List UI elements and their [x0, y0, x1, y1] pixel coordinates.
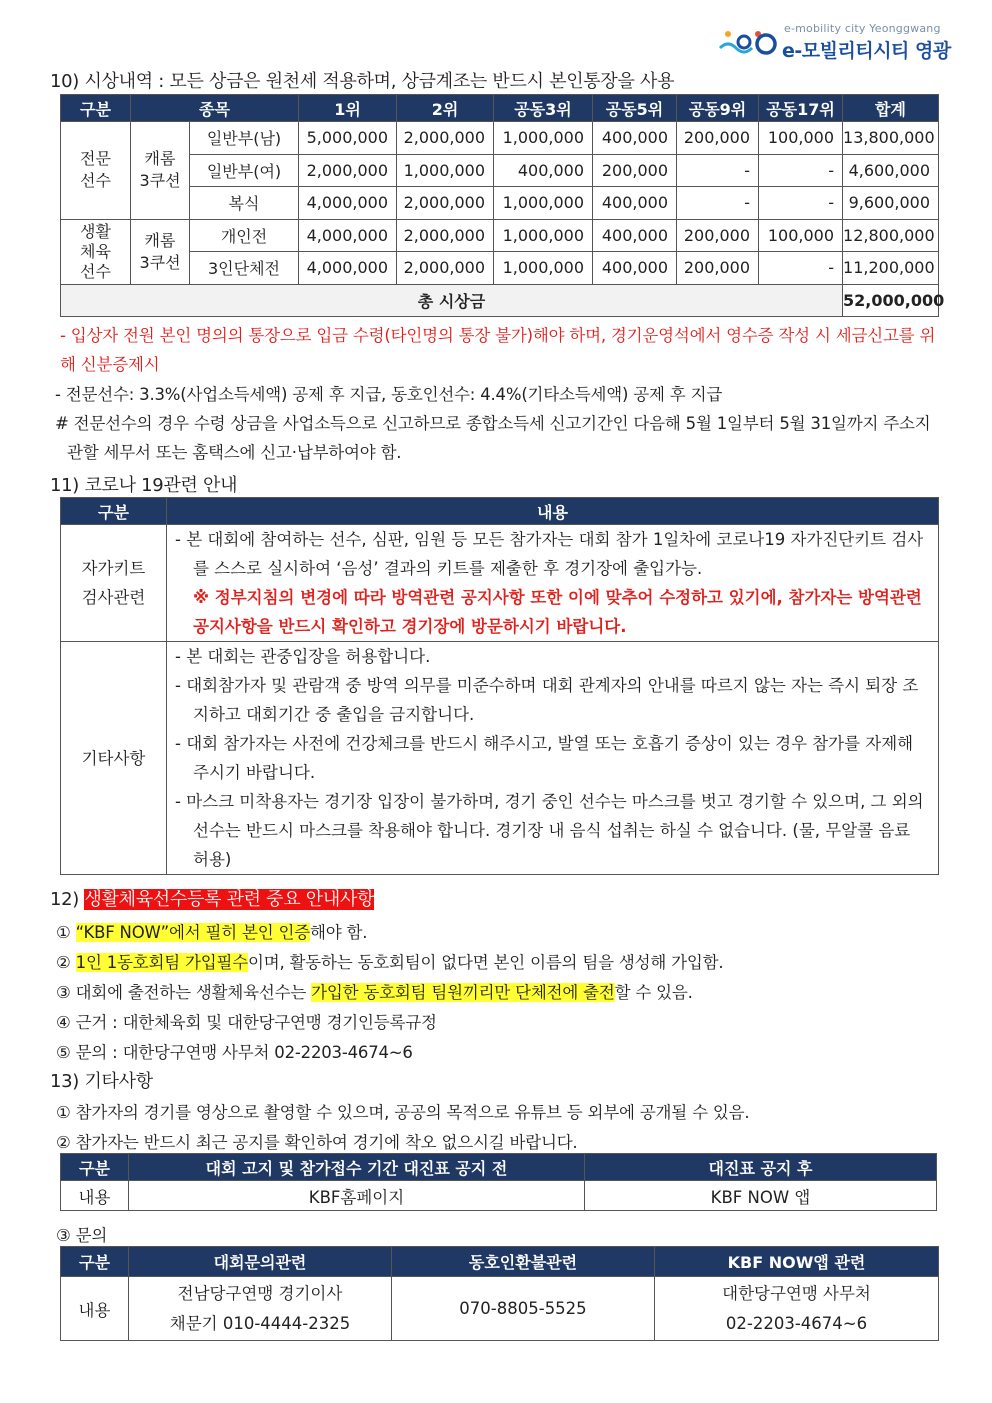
- notice-header-before: 대회 고지 및 참가접수 기간 대진표 공지 전: [129, 1154, 585, 1181]
- prize-cell: 2,000,000: [397, 122, 494, 155]
- s12-item-3-pre: 대회에 출전하는 생활체육선수는: [75, 983, 312, 1002]
- prize-cell: 2,000,000: [397, 219, 494, 252]
- prize-cell: -: [759, 187, 843, 220]
- prize-header-category: 구분: [61, 95, 131, 122]
- notice-header-after: 대진표 공지 후: [585, 1154, 937, 1181]
- prize-cell: 200,000: [677, 219, 759, 252]
- covid-header-category: 구분: [61, 498, 167, 525]
- item-number: ①: [56, 923, 71, 942]
- s13-item-2: ② 참가자는 반드시 최근 공지를 확인하여 경기에 착오 없으시길 바랍니다.: [56, 1133, 578, 1152]
- prize-cell: 4,000,000: [299, 252, 397, 285]
- prize-cell: 1,000,000: [494, 122, 593, 155]
- notice-after-value: KBF NOW 앱: [585, 1181, 937, 1211]
- total-row: [61, 284, 939, 317]
- s12-item-2-highlight: 1인 1동호회팀 가입필수: [75, 953, 248, 972]
- prize-cell: 200,000: [677, 122, 759, 155]
- prize-cell: 2,000,000: [299, 154, 397, 187]
- contact-app-phone: 02-2203-4674~6: [725, 1313, 868, 1333]
- s12-item-1-rest: 해야 함.: [310, 923, 368, 942]
- list-item: - 대회참가자 및 관람객 중 방역 의무를 미준수하며 대회 관계자의 안내를 따르지 않는 자는 즉시 퇴장 조지하고 대회기간 중 출입을 금지합니다.: [175, 676, 919, 724]
- prize-header-2nd: 2위: [397, 95, 494, 122]
- covid-etc-content: [167, 642, 939, 875]
- city-logo: [718, 22, 951, 62]
- prize-header-row: [61, 95, 939, 122]
- prize-cell: 200,000: [677, 252, 759, 285]
- table-row: [61, 1277, 939, 1341]
- logo-title: e-모빌리티시티 영광: [782, 40, 951, 62]
- prize-total-cell: 12,800,000: [843, 219, 939, 252]
- prize-cell: -: [677, 154, 759, 187]
- item-number: ②: [56, 953, 71, 972]
- prize-cell: 100,000: [759, 122, 843, 155]
- covid-etc-label: 기타사항: [61, 642, 167, 875]
- prize-header-total: 합계: [843, 95, 939, 122]
- contact-app-org: 대한당구연맹 사무처: [722, 1283, 871, 1303]
- prize-table: [60, 94, 945, 317]
- s12-item-5: ⑤ 문의 : 대한당구연맹 사무처 02-2203-4674~6: [56, 1043, 413, 1062]
- table-row: [61, 252, 939, 285]
- contact-header-category: 구분: [61, 1247, 129, 1277]
- prize-total-cell: 4,600,000: [843, 154, 939, 187]
- s12-item-2: [56, 949, 723, 973]
- prize-cell: 400,000: [593, 219, 677, 252]
- event-name: 복식: [190, 187, 299, 220]
- prize-cell: 200,000: [593, 154, 677, 187]
- prize-cell: 1,000,000: [494, 219, 593, 252]
- s13-item-1: ① 참가자의 경기를 영상으로 촬영할 수 있으며, 공공의 목적으로 유튜브 등 외부에 공개될 수 있음.: [56, 1103, 750, 1122]
- event-name: 개인전: [190, 219, 299, 252]
- table-row: [61, 154, 939, 187]
- s12-item-1: [56, 919, 367, 943]
- prize-cell: 2,000,000: [397, 187, 494, 220]
- notice-header-row: [61, 1154, 937, 1181]
- table-row: [61, 122, 939, 155]
- section-12-number: 12): [50, 889, 80, 910]
- prize-header-1st: 1위: [299, 95, 397, 122]
- prize-cell: -: [759, 252, 843, 285]
- prize-cell: 5,000,000: [299, 122, 397, 155]
- s12-item-2-rest: 이며, 활동하는 동호회팀이 없다면 본인 이름의 팀을 생성해 가입함.: [247, 953, 724, 972]
- covid-kit-content: [167, 525, 939, 642]
- covid-header-row: [61, 498, 939, 525]
- section-10-title: 10) 시상내역 : 모든 상금은 원천세 적용하며, 상금계조는 반드시 본인통장을 사용: [50, 71, 675, 92]
- covid-table: [60, 497, 939, 875]
- s12-item-3-highlight: 가입한 동호회팀 팀원끼리만 단체전에 출전: [311, 983, 615, 1002]
- event-name: 3인단체전: [190, 252, 299, 285]
- list-item: - 본 대회는 관중입장을 허용합니다.: [175, 647, 431, 666]
- total-value: 52,000,000: [843, 284, 939, 317]
- group-pro-sub: 캐롬 3쿠션: [131, 122, 190, 220]
- prize-note-tax: - 전문선수: 3.3%(사업소득세액) 공제 후 지급, 동호인선수: 4.4%(기타소득세액) 공제 후 지급: [55, 385, 723, 404]
- prize-cell: 1,000,000: [397, 154, 494, 187]
- prize-cell: 4,000,000: [299, 219, 397, 252]
- covid-kit-text: - 본 대회에 참여하는 선수, 심판, 임원 등 모든 참가자는 대회 참가 1일차에 코로나19 자가진단키트 검사를 스스로 실시하여 ‘음성’ 결과의 키트를 제출한 후 경기장에 출입가능.: [175, 530, 924, 578]
- logo-subtitle: e-mobility city Yeonggwang: [784, 22, 941, 35]
- table-row: [61, 1181, 937, 1211]
- prize-cell: 4,000,000: [299, 187, 397, 220]
- contact-competition: [129, 1277, 392, 1341]
- notice-header-category: 구분: [61, 1154, 129, 1181]
- section-11-title: 11) 코로나 19관련 안내: [50, 475, 238, 496]
- prize-header-5th: 공동5위: [593, 95, 677, 122]
- s12-item-4: ④ 근거 : 대한체육회 및 대한당구연맹 경기인등록규정: [56, 1013, 437, 1032]
- group-amateur-sub: 캐롬 3쿠션: [131, 219, 190, 284]
- section-12-highlight: 생활체육선수등록 관련 중요 안내사항: [84, 889, 375, 910]
- table-row: [61, 187, 939, 220]
- prize-cell: -: [677, 187, 759, 220]
- prize-total-cell: 13,800,000: [843, 122, 939, 155]
- prize-note-income: # 전문선수의 경우 수령 상금을 사업소득으로 신고하므로 종합소득세 신고기간인 다음해 5월 1일부터 5월 31일까지 주소지 관할 세무서 또는 홈택스에 신고·납부하여야 함.: [55, 414, 931, 462]
- section-13-title: 13) 기타사항: [50, 1071, 153, 1092]
- contact-header-refund: 동호인환불관련: [392, 1247, 655, 1277]
- item-number: ③: [56, 983, 71, 1002]
- total-label: 총 시상금: [61, 284, 843, 317]
- covid-kit-warning: ※ 정부지침의 변경에 따라 방역관련 공지사항 또한 이에 맞추어 수정하고 있기에, 참가자는 방역관련 공지사항을 반드시 확인하고 경기장에 방문하시기 바랍니다.: [193, 588, 922, 636]
- prize-cell: 400,000: [593, 187, 677, 220]
- prize-header-9th: 공동9위: [677, 95, 759, 122]
- prize-cell: 100,000: [759, 219, 843, 252]
- prize-total-cell: 9,600,000: [843, 187, 939, 220]
- table-row: [61, 642, 939, 875]
- covid-header-content: 내용: [167, 498, 939, 525]
- prize-cell: 400,000: [593, 122, 677, 155]
- table-row: [61, 219, 939, 252]
- table-row: [61, 525, 939, 642]
- contact-row-label: 내용: [61, 1277, 129, 1341]
- contact-header-row: [61, 1247, 939, 1277]
- prize-cell: 400,000: [593, 252, 677, 285]
- list-item: - 마스크 미착용자는 경기장 입장이 불가하며, 경기 중인 선수는 마스크를 벗고 경기할 수 있으며, 그 외의 선수는 반드시 마스크를 착용해야 합니다. 경기장 내 음식 섭취는 하실 수 없습니다. (물, 무알콜 음료 허용): [175, 792, 924, 869]
- contact-header-competition: 대회문의관련: [129, 1247, 392, 1277]
- prize-cell: -: [759, 154, 843, 187]
- prize-total-cell: 11,200,000: [843, 252, 939, 285]
- prize-header-event: 종목: [131, 95, 299, 122]
- prize-cell: 1,000,000: [494, 187, 593, 220]
- prize-cell: 1,000,000: [494, 252, 593, 285]
- contact-competition-org: 전남당구연맹 경기이사: [177, 1283, 343, 1303]
- s12-item-1-highlight: “KBF NOW”에서 필히 본인 인증: [75, 923, 310, 942]
- s12-item-3: [56, 979, 693, 1003]
- event-name: 일반부(남): [190, 122, 299, 155]
- s12-item-3-rest: 할 수 있음.: [614, 983, 693, 1002]
- covid-kit-label: 자가키트 검사관련: [61, 525, 167, 642]
- contact-refund-phone: 070-8805-5525: [392, 1277, 655, 1341]
- s13-item-3: ③ 문의: [56, 1226, 108, 1245]
- contact-table: [60, 1246, 939, 1341]
- prize-cell: 400,000: [494, 154, 593, 187]
- contact-header-app: KBF NOW앱 관련: [655, 1247, 939, 1277]
- list-item: - 대회 참가자는 사전에 건강체크를 반드시 해주시고, 발열 또는 호흡기 증상이 있는 경우 참가를 자제해 주시기 바랍니다.: [175, 734, 914, 782]
- section-12-title: [50, 885, 374, 911]
- contact-app: [655, 1277, 939, 1341]
- prize-header-17th: 공동17위: [759, 95, 843, 122]
- event-name: 일반부(여): [190, 154, 299, 187]
- notice-before-value: KBF홈페이지: [129, 1181, 585, 1211]
- city-logo-mark-icon: [718, 26, 780, 58]
- notice-table: [60, 1153, 937, 1211]
- prize-cell: 2,000,000: [397, 252, 494, 285]
- prize-header-3rd: 공동3위: [494, 95, 593, 122]
- prize-note-bank: - 입상자 전원 본인 명의의 통장으로 입금 수령(타인명의 통장 불가)해야 하며, 경기운영석에서 영수증 작성 시 세금신고를 위해 신분증제시: [60, 326, 936, 374]
- group-pro: 전문 선수: [61, 122, 131, 220]
- contact-competition-person: 채문기 010-4444-2325: [169, 1313, 351, 1333]
- notice-row-label: 내용: [61, 1181, 129, 1211]
- group-amateur: 생활 체육 선수: [61, 219, 131, 284]
